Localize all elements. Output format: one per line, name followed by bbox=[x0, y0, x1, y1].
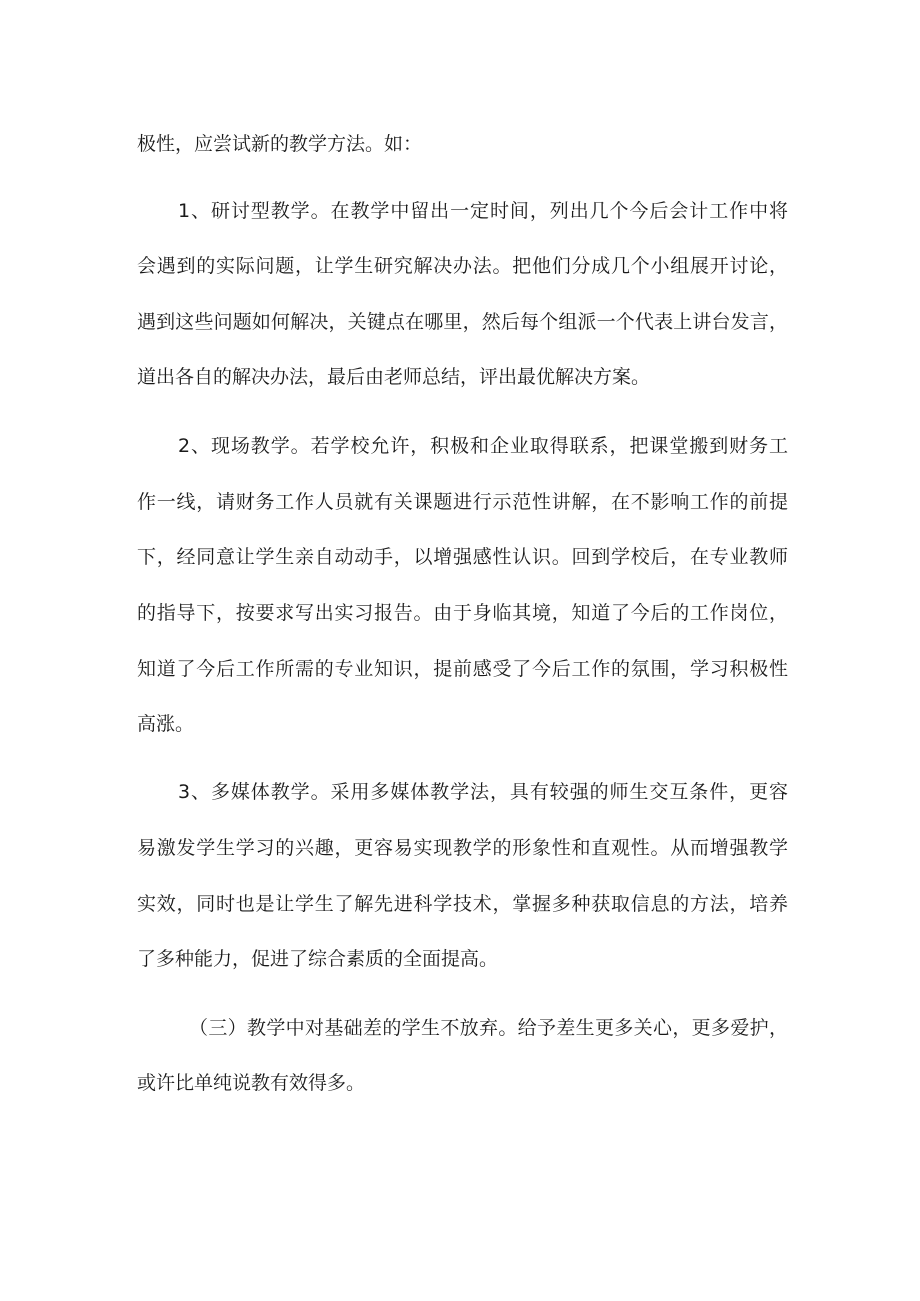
paragraph-line: 道出各自的解决办法，最后由老师总结，评出最优解决方案。 bbox=[137, 366, 651, 388]
paragraph-line: 作一线，请财务工作人员就有关课题进行示范性讲解，在不影响工作的前提 bbox=[137, 491, 788, 513]
paragraph-line: 2、现场教学。若学校允许，积极和企业取得联系，把课堂搬到财务工 bbox=[178, 435, 788, 457]
paragraph-line: 下，经同意让学生亲自动动手，以增强感性认识。回到学校后，在专业教师 bbox=[137, 546, 788, 568]
paragraph-line: 知道了今后工作所需的专业知识，提前感受了今后工作的氛围，学习积极性 bbox=[137, 658, 788, 680]
paragraph-line: 3、多媒体教学。采用多媒体教学法，具有较强的师生交互条件，更容 bbox=[178, 781, 788, 803]
paragraph-line: 了多种能力，促进了综合素质的全面提高。 bbox=[137, 948, 499, 970]
continuation-line: 极性，应尝试新的教学方法。如： bbox=[137, 133, 423, 155]
paragraph-line: （三）教学中对基础差的学生不放弃。给予差生更多关心，更多爱护， bbox=[189, 1017, 788, 1039]
paragraph-line: 遇到这些问题如何解决，关键点在哪里，然后每个组派一个代表上讲台发言， bbox=[137, 311, 788, 333]
paragraph-line: 1、研讨型教学。在教学中留出一定时间，列出几个今后会计工作中将 bbox=[178, 200, 788, 222]
paragraph-line: 高涨。 bbox=[137, 713, 195, 735]
paragraph-line: 或许比单纯说教有效得多。 bbox=[137, 1072, 366, 1094]
paragraph-line: 实效，同时也是让学生了解先进科学技术，掌握多种获取信息的方法，培养 bbox=[137, 893, 788, 915]
paragraph-line: 会遇到的实际问题，让学生研究解决办法。把他们分成几个小组展开讨论， bbox=[137, 255, 788, 277]
paragraph-line: 的指导下，按要求写出实习报告。由于身临其境，知道了今后的工作岗位， bbox=[137, 602, 788, 624]
paragraph-line: 易激发学生学习的兴趣，更容易实现教学的形象性和直观性。从而增强教学 bbox=[137, 837, 788, 859]
